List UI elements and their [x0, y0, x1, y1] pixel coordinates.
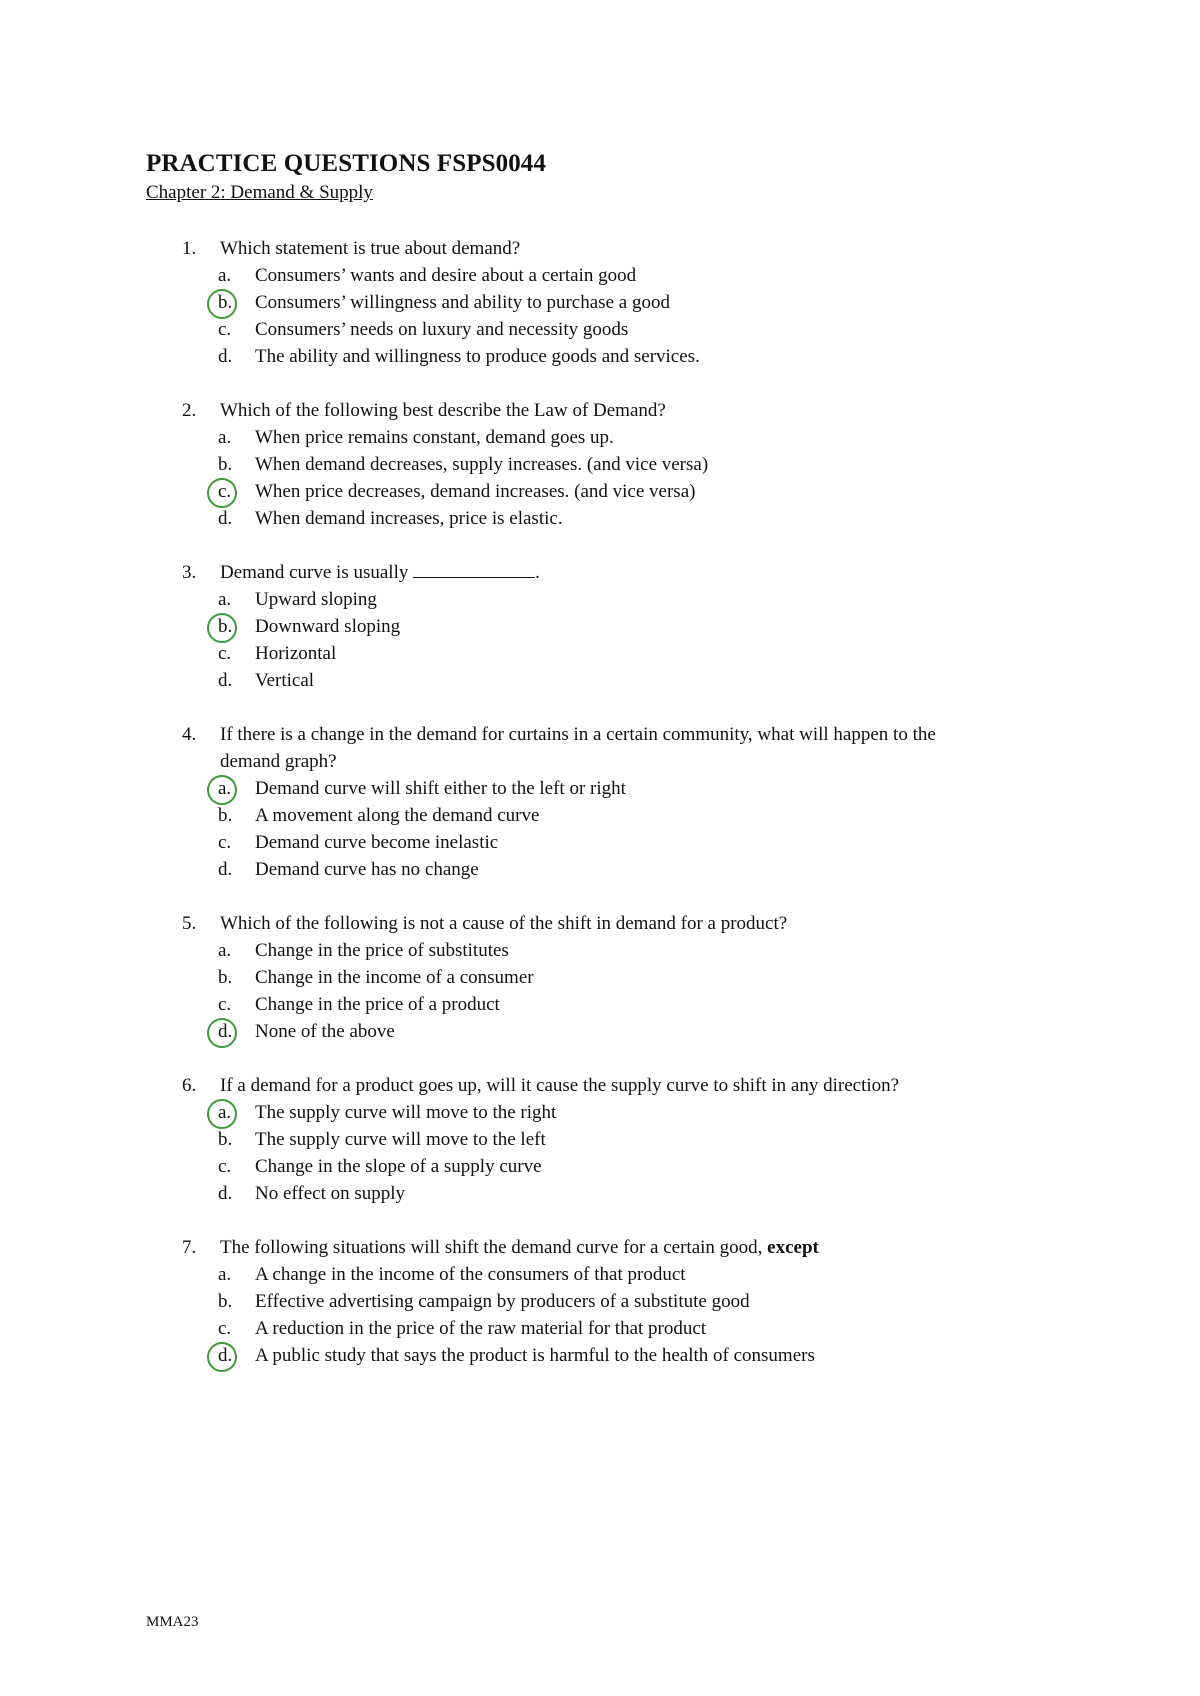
question-text: Which of the following best describe the Law of Demand?: [220, 400, 666, 421]
option-c: [0, 829, 1200, 856]
option-b: [0, 613, 1200, 640]
option-letter: a.: [218, 265, 232, 286]
option-letter: c.: [218, 1156, 232, 1177]
option-text: Consumers’ willingness and ability to purchase a good: [255, 292, 670, 313]
question-text: Demand curve is usually: [220, 562, 409, 583]
question-keyword-bold: except: [767, 1237, 819, 1258]
question-number: 3.: [182, 562, 197, 583]
option-text: Change in the price of substitutes: [255, 940, 509, 961]
option-letter: d.: [218, 346, 233, 367]
option-a: [0, 1099, 1200, 1126]
option-text: A movement along the demand curve: [255, 805, 540, 826]
option-d: [0, 1018, 1200, 1045]
option-text: No effect on supply: [255, 1183, 406, 1204]
option-letter: a.: [218, 427, 232, 448]
question-1: [0, 235, 1200, 370]
option-letter: b.: [218, 454, 233, 475]
option-letter: c.: [218, 643, 232, 664]
option-letter: b.: [218, 967, 233, 988]
option-b: [0, 964, 1200, 991]
option-text: Effective advertising campaign by producers of a substitute good: [255, 1291, 750, 1312]
option-c: [0, 1153, 1200, 1180]
option-a: [0, 586, 1200, 613]
option-letter: d.: [218, 670, 233, 691]
option-letter: c.: [218, 994, 232, 1015]
question-number: 7.: [182, 1237, 197, 1258]
document-title: PRACTICE QUESTIONS FSPS0044: [146, 150, 547, 177]
option-letter: d.: [218, 859, 233, 880]
option-letter: b.: [218, 292, 233, 313]
option-text: Demand curve has no change: [255, 859, 479, 880]
option-text: When price remains constant, demand goes up.: [255, 427, 614, 448]
question-text: If there is a change in the demand for curtains in a certain community, what will happen to the: [220, 724, 936, 745]
option-d: [0, 667, 1200, 694]
option-b: [0, 289, 1200, 316]
chapter-heading: Chapter 2: Demand & Supply: [146, 182, 373, 203]
question-list: [0, 235, 1200, 1396]
option-text: Demand curve will shift either to the left or right: [255, 778, 626, 799]
option-text: The supply curve will move to the right: [255, 1102, 557, 1123]
option-a: [0, 1261, 1200, 1288]
option-text: Vertical: [255, 670, 315, 691]
option-text: When demand increases, price is elastic.: [255, 508, 563, 529]
option-b: [0, 802, 1200, 829]
option-text: When price decreases, demand increases. (and vice versa): [255, 481, 696, 502]
question-3: [0, 559, 1200, 694]
question-2: [0, 397, 1200, 532]
option-letter: c.: [218, 319, 232, 340]
option-c: [0, 991, 1200, 1018]
option-c: [0, 478, 1200, 505]
option-d: [0, 1180, 1200, 1207]
question-number: 6.: [182, 1075, 197, 1096]
option-a: [0, 775, 1200, 802]
question-text: Which of the following is not a cause of the shift in demand for a product?: [220, 913, 788, 934]
question-number: 1.: [182, 238, 197, 259]
option-letter: a.: [218, 778, 232, 799]
option-d: [0, 856, 1200, 883]
question-number: 4.: [182, 724, 197, 745]
option-letter: c.: [218, 832, 232, 853]
option-text: Change in the slope of a supply curve: [255, 1156, 542, 1177]
option-text: Change in the price of a product: [255, 994, 500, 1015]
question-text-end: .: [535, 562, 540, 583]
option-a: [0, 262, 1200, 289]
option-text: Horizontal: [255, 643, 337, 664]
option-text: Downward sloping: [255, 616, 401, 637]
footer-code: MMA23: [146, 1614, 199, 1630]
option-text: A change in the income of the consumers of that product: [255, 1264, 686, 1285]
option-letter: b.: [218, 1129, 233, 1150]
option-c: [0, 1315, 1200, 1342]
option-text: Demand curve become inelastic: [255, 832, 499, 853]
option-text: Upward sloping: [255, 589, 377, 610]
option-b: [0, 451, 1200, 478]
question-5: [0, 910, 1200, 1045]
option-letter: b.: [218, 1291, 233, 1312]
question-text: Which statement is true about demand?: [220, 238, 521, 259]
question-text: If a demand for a product goes up, will it cause the supply curve to shift in any direction?: [220, 1075, 900, 1096]
option-text: When demand decreases, supply increases. (and vice versa): [255, 454, 709, 475]
option-d: [0, 343, 1200, 370]
question-6: [0, 1072, 1200, 1207]
option-letter: b.: [218, 805, 233, 826]
option-a: [0, 937, 1200, 964]
option-letter: a.: [218, 940, 232, 961]
option-letter: d.: [218, 1345, 233, 1366]
option-letter: d.: [218, 1183, 233, 1204]
option-letter: d.: [218, 1021, 233, 1042]
option-text: Consumers’ wants and desire about a certain good: [255, 265, 637, 286]
option-text: Consumers’ needs on luxury and necessity goods: [255, 319, 629, 340]
question-text-line2: demand graph?: [220, 751, 337, 772]
question-number: 5.: [182, 913, 197, 934]
option-d: [0, 1342, 1200, 1369]
option-d: [0, 505, 1200, 532]
question-number: 2.: [182, 400, 197, 421]
option-c: [0, 640, 1200, 667]
option-text: A public study that says the product is harmful to the health of consumers: [255, 1345, 815, 1366]
option-letter: c.: [218, 481, 232, 502]
option-b: [0, 1288, 1200, 1315]
option-letter: a.: [218, 589, 232, 610]
option-letter: d.: [218, 508, 233, 529]
option-letter: b.: [218, 616, 233, 637]
option-text: The ability and willingness to produce goods and services.: [255, 346, 700, 367]
option-c: [0, 316, 1200, 343]
option-letter: c.: [218, 1318, 232, 1339]
fill-in-blank: [413, 560, 535, 578]
option-text: Change in the income of a consumer: [255, 967, 534, 988]
option-letter: a.: [218, 1102, 232, 1123]
question-7: [0, 1234, 1200, 1369]
option-letter: a.: [218, 1264, 232, 1285]
option-text: The supply curve will move to the left: [255, 1129, 546, 1150]
option-a: [0, 424, 1200, 451]
option-text: A reduction in the price of the raw material for that product: [255, 1318, 707, 1339]
question-text: The following situations will shift the demand curve for a certain good,: [220, 1237, 763, 1258]
option-text: None of the above: [255, 1021, 395, 1042]
question-4: [0, 721, 1200, 883]
option-b: [0, 1126, 1200, 1153]
